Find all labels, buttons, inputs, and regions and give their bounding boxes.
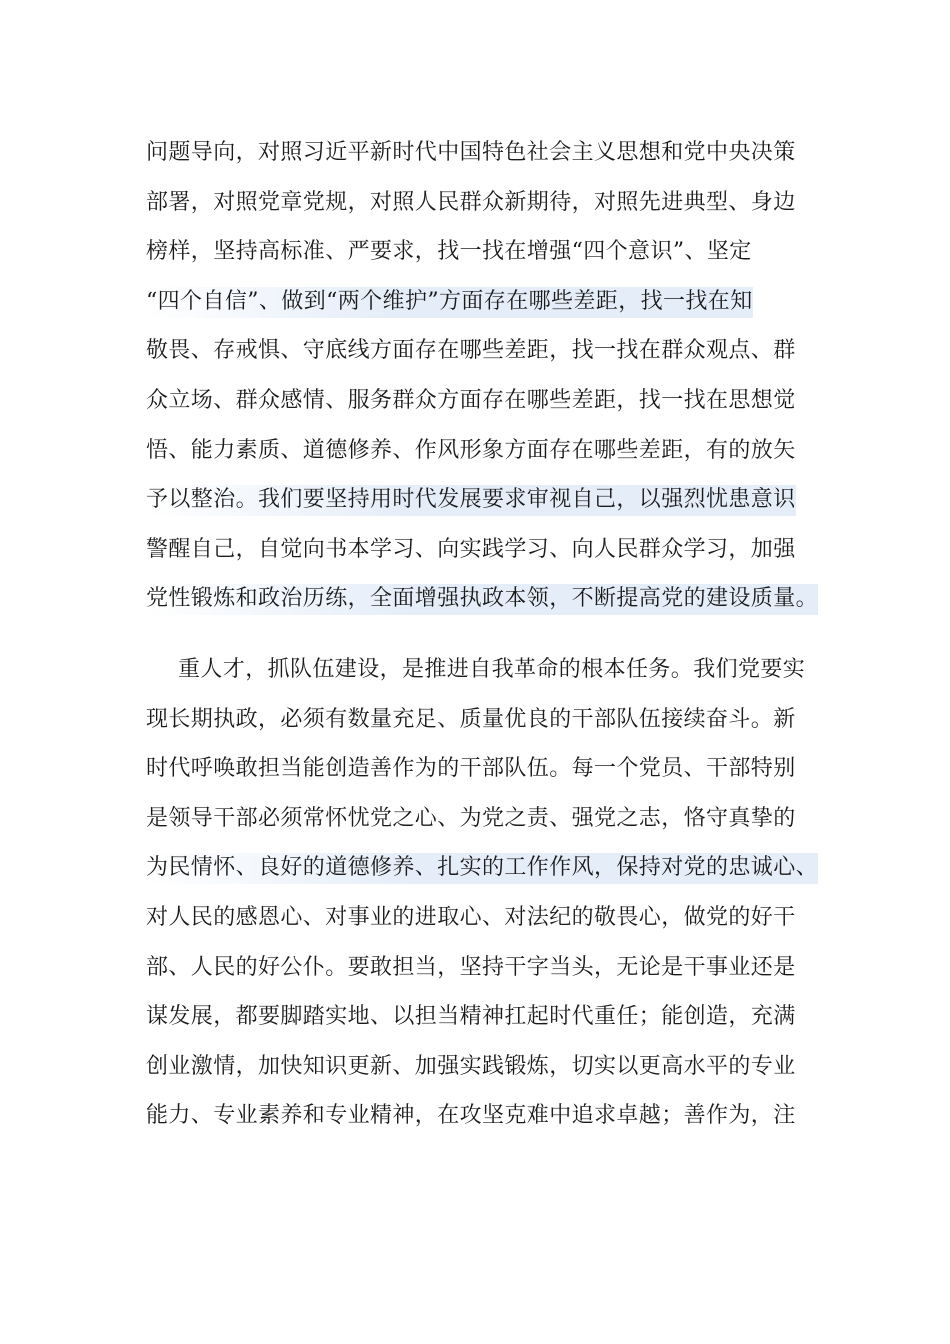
text-line: 谋发展，都要脚踏实地、以担当精神扛起时代重任；能创造，充满 <box>146 1004 796 1030</box>
text-line: 部署，对照党章党规，对照人民群众新期待，对照先进典型、身边 <box>146 189 796 215</box>
text-line: 能力、专业素养和专业精神，在攻坚克难中追求卓越；善作为，注 <box>146 1103 796 1129</box>
text-line: 时代呼唤敢担当能创造善作为的干部队伍。每一个党员、干部特别 <box>146 756 796 782</box>
text-line: 众立场、群众感情、服务群众方面存在哪些差距，找一找在思想觉 <box>146 387 796 413</box>
text-line: 为民情怀、良好的道德修养、扎实的工作作风，保持对党的忠诚心、 <box>146 843 826 893</box>
text-line: “四个自信”、做到“两个维护”方面存在哪些差距，找一找在知 <box>146 277 826 327</box>
text-line: 创业激情，加快知识更新、加强实践锻炼，切实以更高水平的专业 <box>146 1053 796 1079</box>
text-line: 对人民的感恩心、对事业的进取心、对法纪的敬畏心，做党的好干 <box>146 904 796 930</box>
text-line: 榜样，坚持高标准、严要求，找一找在增强“四个意识”、坚定 <box>146 239 752 265</box>
text-line: 警醒自己，自觉向书本学习、向实践学习、向人民群众学习，加强 <box>146 536 796 562</box>
text-line: 悟、能力素质、道德修养、作风形象方面存在哪些差距，有的放矢 <box>146 437 796 463</box>
text-line: 部、人民的好公仆。要敢担当，坚持干字当头，无论是干事业还是 <box>146 954 796 980</box>
text-line: 重人才，抓队伍建设，是推进自我革命的根本任务。我们党要实 <box>178 657 806 682</box>
text-line: 现长期执政，必须有数量充足、质量优良的干部队伍接续奋斗。新 <box>146 706 796 732</box>
text-line: 问题导向，对照习近平新时代中国特色社会主义思想和党中央决策 <box>146 140 796 165</box>
text-line: 党性锻炼和政治历练，全面增强执政本领，不断提高党的建设质量。 <box>146 574 826 624</box>
paragraph-1 <box>146 128 826 624</box>
text-line: 予以整治。我们要坚持用时代发展要求审视自己，以强烈忧患意识 <box>146 475 826 525</box>
text-line: 是领导干部必须常怀忧党之心、为党之责、强党之志，恪守真挚的 <box>146 805 796 831</box>
text-line: 敬畏、存戒惧、守底线方面存在哪些差距，找一找在群众观点、群 <box>146 338 796 364</box>
paragraph-2 <box>146 645 826 1141</box>
